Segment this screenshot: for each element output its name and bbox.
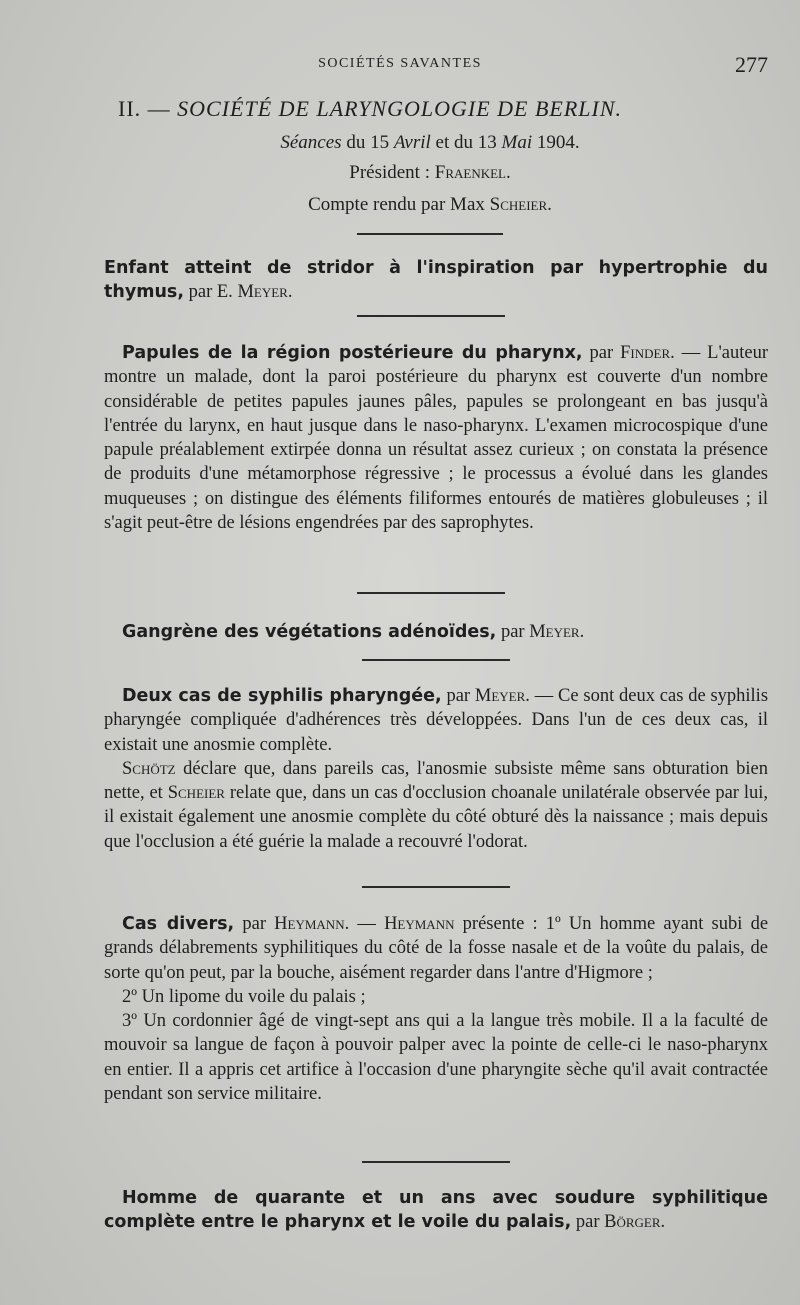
article-syphilis: Deux cas de syphilis pharyngée, par Meyer. — Ce sont deux cas de syphilis pharyngée compliquée d'adhérences très développées. Dans l'un de ces deux cas, il existait une anosmie complète. Schötz déclare que, dans pareils cas, l'anosmie subsiste même sans obturation bien nette, et Scheier relate que, dans un cas d'occlusion choanale unilatérale observée par lui, il existait également une anosmie complète du côté obturé dès la naissance ; mais depuis que l'occlusion a été guérie la malade a recouvré l'odorat. bbox=[104, 686, 769, 852]
article-heading: Homme de quarante et un ans avec soudure syphilitique complète entre le pharynx et le voile du palais, bbox=[104, 1188, 768, 1233]
divider-rule bbox=[362, 659, 510, 661]
article-body: — L'auteur montre un malade, dont la paroi postérieure du pharynx est couverte d'un nombre considérable de petites papules jaunes pâles, papules se prolongeant en bas jusqu'à l'entrée du larynx, en haut jusque dans le naso-pharynx. L'examen microcospique d'une papule préalablement extirpée donna un résultat assez curieux ; on constata la présence de produits d'une métamorphose régressive ; le processus a évolué dans les glandes muqueuses ; on distingue des éléments filiformes entourés de matières globuleuses ; il s'agit peut-être de lésions engendrées par des saprophytes. bbox=[104, 343, 769, 534]
article-heading: Enfant atteint de stridor à l'inspiration par hypertrophie du thymus, bbox=[104, 258, 768, 303]
article-body: — Ce sont deux cas de syphilis pharyngée compliquée d'adhérences très développées. Dans l'un de ces deux cas, il existait une anosmie complète. bbox=[104, 686, 769, 755]
president-line: Président : Fraenkel. bbox=[349, 162, 511, 183]
divider-rule bbox=[357, 592, 505, 594]
session-dates: Séances du 15 Avril et du 13 Mai 1904. bbox=[280, 132, 580, 153]
article-heading: Papules de la région postérieure du pharynx, bbox=[122, 343, 583, 363]
list-item: 3º Un cordonnier âgé de vingt-sept ans qui a la langue très mobile. Il a la faculté de mouvoir sa langue de façon à pouvoir palper avec la pointe de celle-ci le naso-pharynx en entier. Il a appris cet artifice à l'occasion d'une pharyngite sèche qu'il avait contractée pendant son service militaire. bbox=[104, 1011, 768, 1105]
report-line: Compte rendu par Max Scheier. bbox=[308, 194, 552, 215]
running-head: SOCIÉTÉS SAVANTES bbox=[318, 56, 482, 71]
divider-rule bbox=[357, 315, 505, 317]
article-gangrene: Gangrène des végétations adénoïdes, par Meyer. bbox=[122, 622, 585, 642]
section-number: II. — bbox=[118, 96, 171, 121]
list-item: 2º Un lipome du voile du palais ; bbox=[122, 986, 366, 1007]
article-heading: Gangrène des végétations adénoïdes, bbox=[122, 622, 497, 642]
page-number: 277 bbox=[735, 52, 768, 77]
divider-rule bbox=[362, 1161, 510, 1163]
section-title bbox=[118, 96, 758, 122]
article-heading: Cas divers, bbox=[122, 914, 235, 934]
divider-rule bbox=[357, 233, 503, 235]
article-stridor: Enfant atteint de stridor à l'inspiration par hypertrophie du thymus, par E. Meyer. bbox=[104, 258, 768, 303]
divider-rule bbox=[362, 886, 510, 888]
article-papules: Papules de la région postérieure du pharynx, par Finder. — L'auteur montre un malade, dont la paroi postérieure du pharynx est couverte d'un nombre considérable de petites papules jaunes pâles, papules se prolongeant en bas jusqu'à l'entrée du larynx, en haut jusque dans le naso-pharynx. L'examen microcospique d'une papule préalablement extirpée donna un résultat assez curieux ; on constata la présence de produits d'une métamorphose régressive ; le processus a évolué dans les glandes muqueuses ; on distingue des éléments filiformes entourés de matières globuleuses ; il s'agit peut-être de lésions engendrées par des saprophytes. bbox=[104, 343, 769, 534]
article-soudure: Homme de quarante et un ans avec soudure syphilitique complète entre le pharynx et le voile du palais, par Börger. bbox=[104, 1188, 768, 1233]
article-body: présente : 1º Un homme ayant subi de grands délabrements syphilitiques du côté de la fosse nasale et de la voûte du palais, de sorte qu'on peut, par la bouche, aisément regarder dans l'antre d'Higmore ; bbox=[104, 914, 769, 983]
section-title-text: SOCIÉTÉ DE LARYNGOLOGIE DE BERLIN. bbox=[177, 96, 623, 121]
article-heading: Deux cas de syphilis pharyngée, bbox=[122, 686, 442, 706]
article-cas-divers: Cas divers, par Heymann. — Heymann présente : 1º Un homme ayant subi de grands délabrements syphilitiques du côté de la fosse nasale et de la voûte du palais, de sorte qu'on peut, par la bouche, aisément regarder dans l'antre d'Higmore ; 2º Un lipome du voile du palais ; 3º Un cordonnier âgé de vingt-sept ans qui a la langue très mobile. Il a la faculté de mouvoir sa langue de façon à pouvoir palper avec la pointe de celle-ci le naso-pharynx en entier. Il a appris cet artifice à l'occasion d'une pharyngite sèche qu'il avait contractée pendant son service militaire. bbox=[104, 912, 768, 1106]
